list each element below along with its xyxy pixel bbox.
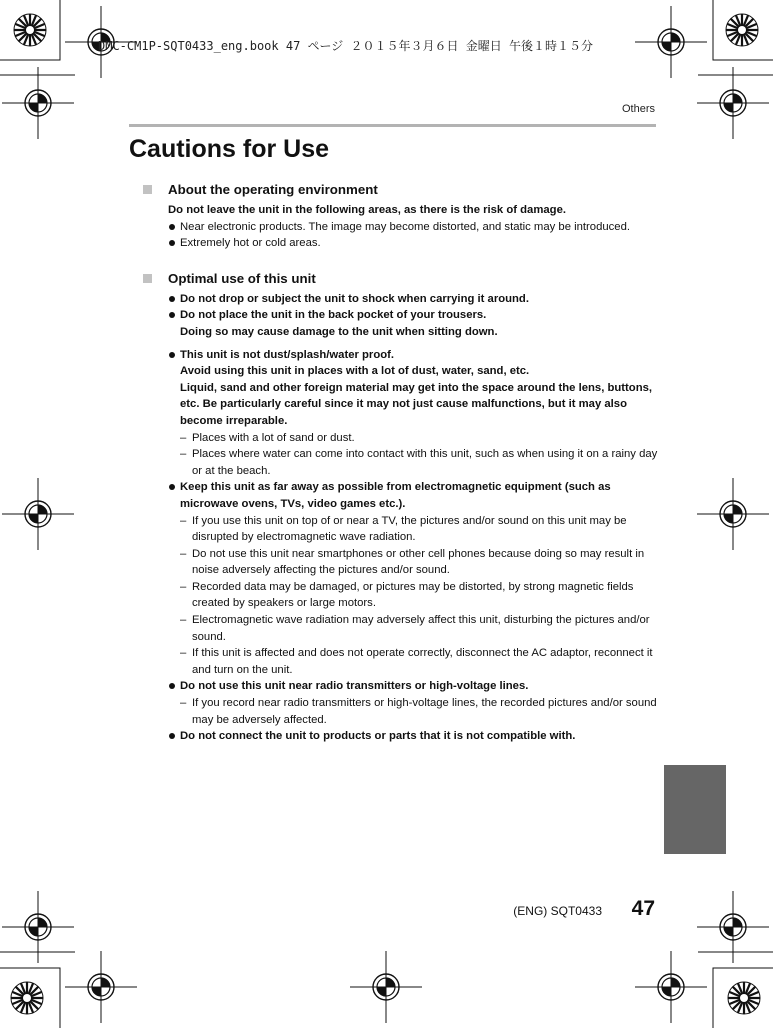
list-item: Near electronic products. The image may become distorted, and static may be introduced. [168,219,658,236]
section-optimal-use [143,270,658,745]
section-operating-environment [143,181,658,252]
page-code: (ENG) SQT0433 [513,904,602,918]
print-slug: DMC-CM1P-SQT0433_eng.book 47 ページ ２０１５年３月６日 金曜日 午後１時１５分 [98,39,593,53]
list-item: Do not place the unit in the back pocket of your trousers. [168,307,658,324]
square-bullet-icon [143,274,152,283]
sub-item: – If this unit is affected and does not operate correctly, disconnect the AC adaptor, reconnect it and turn on the unit. [180,645,658,678]
sub-item: – Places with a lot of sand or dust. [180,430,658,447]
page-title: Cautions for Use [129,135,330,163]
list-item: Keep this unit as far away as possible from electromagnetic equipment (such as microwave ovens, TVs, video games etc.). [168,479,658,512]
sub-item: – Do not use this unit near smartphones or other cell phones because doing so may result in noise adversely affecting the pictures and/or sound. [180,546,658,579]
list-item: Do not connect the unit to products or parts that it is not compatible with. [168,728,658,745]
list-item-continuation: Liquid, sand and other foreign material may get into the space around the lens, buttons, etc. Be particularly careful since it may not just cause malfunctions, but it may also become irreparable. [180,381,653,427]
lead-text: Do not leave the unit in the following areas, as there is the risk of damage. [168,204,566,216]
sub-item: – If you record near radio transmitters or high-voltage lines, the recorded pictures and/or sound may be adversely affected. [180,695,658,728]
content [143,181,658,745]
title-rule [129,124,656,127]
list-item: Do not use this unit near radio transmitters or high-voltage lines. [168,678,658,695]
sub-item: – Recorded data may be damaged, or pictures may be distorted, by strong magnetic fields created by speakers or large motors. [180,579,658,612]
section-heading: About the operating environment [143,181,658,199]
sub-item: – Places where water can come into contact with this unit, such as when using it on a rainy day or at the beach. [180,446,658,479]
section-heading: Optimal use of this unit [143,270,658,288]
list-item-continuation: Avoid using this unit in places with a lot of dust, water, sand, etc. [180,365,530,378]
chapter-side-tab [664,765,726,854]
list-item: Extremely hot or cold areas. [168,235,658,252]
square-bullet-icon [143,185,152,194]
list-item: This unit is not dust/splash/water proof. [168,347,658,364]
page-number: 47 [631,897,655,920]
list-item-continuation: Doing so may cause damage to the unit when sitting down. [180,325,498,338]
sub-item: – Electromagnetic wave radiation may adversely affect this unit, disturbing the pictures and/or sound. [180,612,658,645]
sub-item: – If you use this unit on top of or near a TV, the pictures and/or sound on this unit may be disrupted by electromagnetic wave radiation. [180,513,658,546]
section-tag: Others [621,103,655,115]
list-item: Do not drop or subject the unit to shock when carrying it around. [168,291,658,308]
